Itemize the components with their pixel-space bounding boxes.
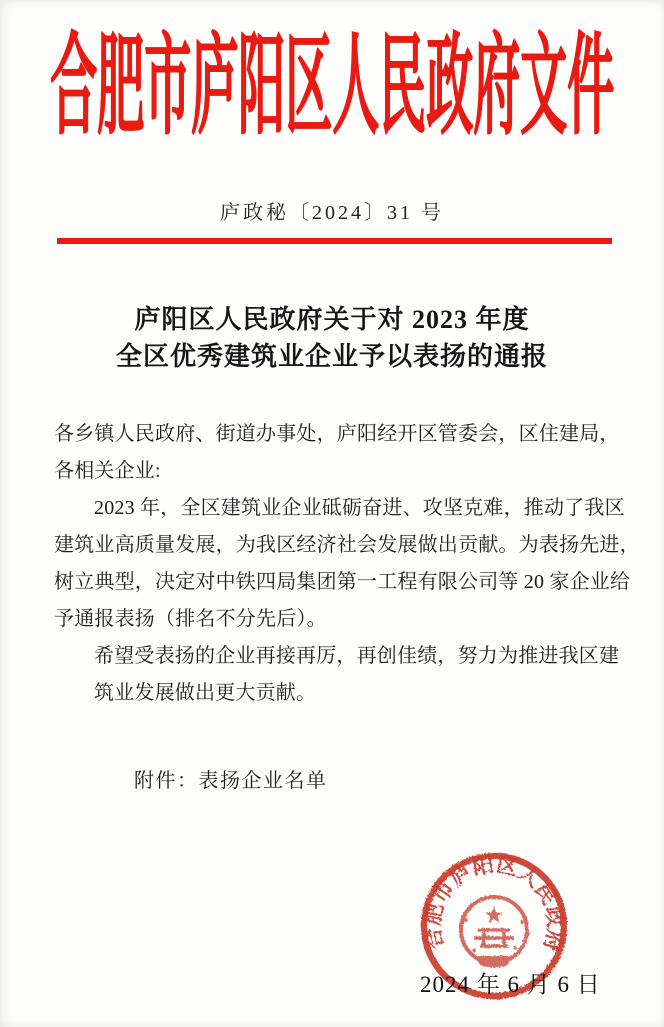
- body-line: 建筑业高质量发展，为我区经济社会发展做出贡献。为表扬先进，: [54, 534, 640, 556]
- body-line: 各相关企业:: [54, 460, 161, 482]
- document-date: 2024 年 6 月 6 日: [420, 972, 601, 997]
- body-line: 希望受表扬的企业再接再厉，再创佳绩，努力为推进我区建: [94, 645, 620, 667]
- red-separator-line: [57, 238, 612, 244]
- body-line: 各乡镇人民政府、街道办事处，庐阳经开区管委会，区住建局，: [54, 423, 620, 445]
- red-header-title: 合肥市庐阳区人民政府文件: [50, 26, 614, 150]
- national-emblem: [461, 897, 527, 968]
- document-number: 庐政秘〔2024〕31 号: [220, 202, 444, 224]
- attachment-line: 附件：表扬企业名单: [134, 770, 328, 792]
- document-title-line1: 庐阳区人民政府关于对 2023 年度: [134, 305, 530, 334]
- body-line: 2023 年，全区建筑业企业砥砺奋进、攻坚克难，推动了我区: [94, 497, 625, 519]
- document-title: [0, 301, 664, 375]
- document-title-line2: 全区优秀建筑业企业予以表扬的通报: [115, 342, 548, 371]
- seal-arc-text: 合肥市庐阳区人民政府: [420, 852, 568, 955]
- body-line: 树立典型，决定对中铁四局集团第一工程有限公司等 20 家企业给: [54, 571, 631, 593]
- body-line: 予通报表扬（排名不分先后）。: [54, 608, 327, 630]
- body-line: 筑业发展做出更大贡献。: [94, 682, 317, 704]
- document-body: [54, 416, 640, 712]
